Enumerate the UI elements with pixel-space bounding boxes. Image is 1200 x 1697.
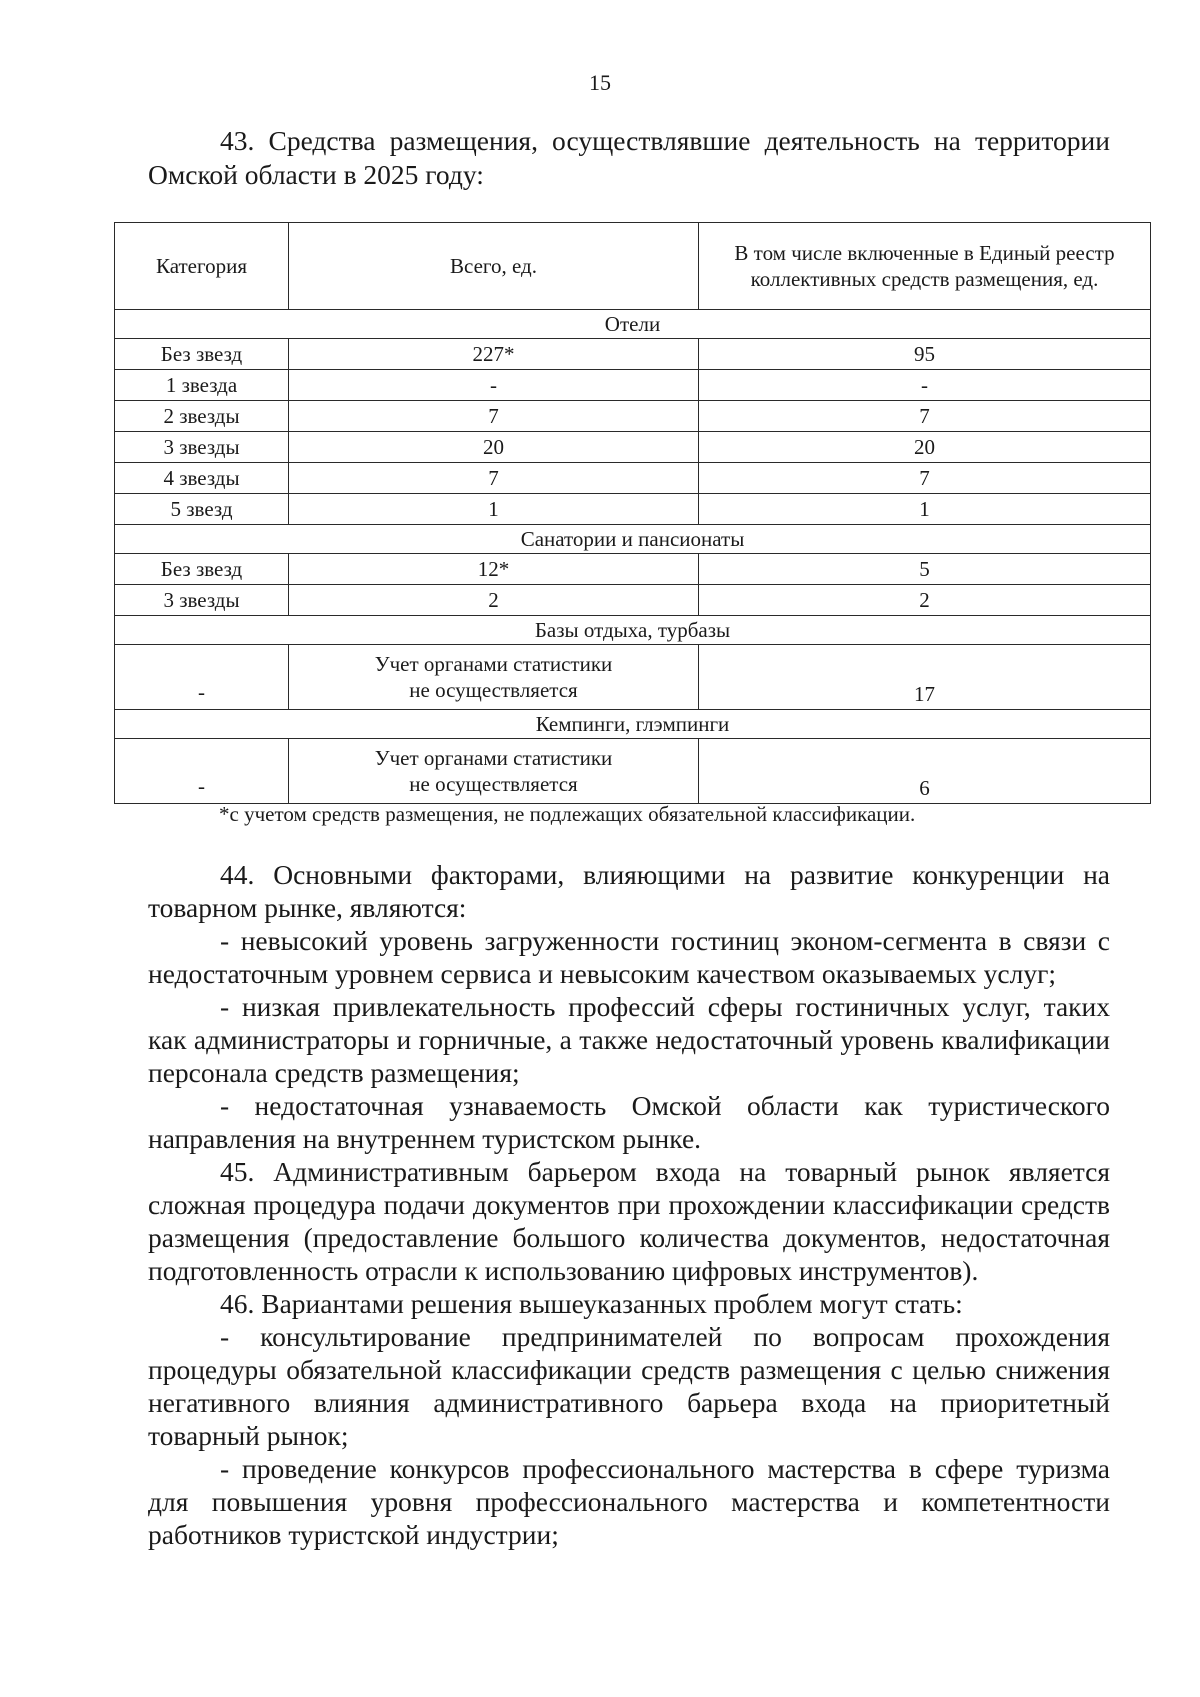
paragraph: 44. Основными факторами, влияющими на развитие конкуренции на товарном рынке, являются: <box>148 859 1110 923</box>
cell-category: 3 звезды <box>115 585 289 616</box>
cell-total: 20 <box>289 432 699 463</box>
group-row-recreation-bases <box>115 616 1151 645</box>
cell-total-line: Учет органами статистики <box>374 746 613 770</box>
cell-category: 5 звезд <box>115 494 289 525</box>
cell-category: 1 звезда <box>115 370 289 401</box>
table-row <box>115 370 1151 401</box>
cell-registry: 6 <box>699 739 1151 804</box>
header-category: Категория <box>115 223 289 310</box>
cell-registry: 17 <box>699 645 1151 710</box>
cell-registry: 7 <box>699 401 1151 432</box>
cell-category: Без звезд <box>115 339 289 370</box>
paragraph: - низкая привлекательность профессий сферы гостиничных услуг, таких как администраторы и горничные, а также недостаточный уровень квалификации персонала средств размещения; <box>148 991 1110 1088</box>
cell-total: - <box>289 370 699 401</box>
cell-category: 4 звезды <box>115 463 289 494</box>
cell-total: 2 <box>289 585 699 616</box>
cell-category: - <box>115 739 289 804</box>
header-total: Всего, ед. <box>289 223 699 310</box>
cell-category: - <box>115 645 289 710</box>
table-row <box>115 739 1151 804</box>
table-row <box>115 463 1151 494</box>
table-header-row <box>115 223 1151 310</box>
group-row-hotels <box>115 310 1151 339</box>
paragraph: 46. Вариантами решения вышеуказанных проблем могут стать: <box>220 1288 963 1319</box>
section-title: 43. Средства размещения, осуществлявшие деятельность на территории Омской области в 2025 году: <box>148 125 1110 190</box>
cell-total: 7 <box>289 401 699 432</box>
table-row <box>115 585 1151 616</box>
cell-category: 3 звезды <box>115 432 289 463</box>
cell-total <box>289 645 699 710</box>
table-row <box>115 494 1151 525</box>
cell-total: 227* <box>289 339 699 370</box>
group-row-sanatoriums <box>115 525 1151 554</box>
cell-total: 12* <box>289 554 699 585</box>
page-number: 15 <box>589 70 611 95</box>
cell-registry: 20 <box>699 432 1151 463</box>
cell-registry: 7 <box>699 463 1151 494</box>
cell-total-line: не осуществляется <box>409 678 578 702</box>
group-title: Санатории и пансионаты <box>115 525 1151 554</box>
cell-category: 2 звезды <box>115 401 289 432</box>
cell-total: 1 <box>289 494 699 525</box>
cell-category: Без звезд <box>115 554 289 585</box>
cell-total-line: не осуществляется <box>409 772 578 796</box>
cell-registry: 2 <box>699 585 1151 616</box>
table-row <box>115 432 1151 463</box>
group-title: Кемпинги, глэмпинги <box>115 710 1151 739</box>
cell-registry: 1 <box>699 494 1151 525</box>
table-row <box>115 339 1151 370</box>
paragraph: - недостаточная узнаваемость Омской области как туристического направления на внутреннем туристском рынке. <box>148 1090 1110 1154</box>
table-row <box>115 645 1151 710</box>
cell-total: 7 <box>289 463 699 494</box>
paragraph: - невысокий уровень загруженности гостиниц эконом-сегмента в связи с недостаточным уровнем сервиса и невысоким качеством оказываемых услуг; <box>148 925 1110 989</box>
table-row <box>115 554 1151 585</box>
cell-registry: 95 <box>699 339 1151 370</box>
group-title: Отели <box>115 310 1151 339</box>
group-title: Базы отдыха, турбазы <box>115 616 1151 645</box>
accommodation-table <box>114 222 1151 804</box>
table-footnote: *с учетом средств размещения, не подлежащих обязательной классификации. <box>219 802 916 826</box>
cell-registry: 5 <box>699 554 1151 585</box>
group-row-campings <box>115 710 1151 739</box>
header-registry: В том числе включенные в Единый реестр коллективных средств размещения, ед. <box>699 223 1151 310</box>
paragraph: - проведение конкурсов профессионального мастерства в сфере туризма для повышения уровня профессионального мастерства и компетентности работников туристской индустрии; <box>148 1453 1110 1550</box>
body-text <box>148 858 1110 1551</box>
cell-total-line: Учет органами статистики <box>374 652 613 676</box>
table-row <box>115 401 1151 432</box>
cell-total <box>289 739 699 804</box>
paragraph: 45. Административным барьером входа на товарный рынок является сложная процедура подачи документов при прохождении классификации средств размещения (предоставление большого количества документов, недостаточная подготовленность отрасли к использованию цифровых инструментов). <box>148 1156 1110 1286</box>
paragraph: - консультирование предпринимателей по вопросам прохождения процедуры обязательной классификации средств размещения с целью снижения негативного влияния административного барьера входа на приоритетный товарный рынок; <box>148 1321 1110 1451</box>
cell-registry: - <box>699 370 1151 401</box>
